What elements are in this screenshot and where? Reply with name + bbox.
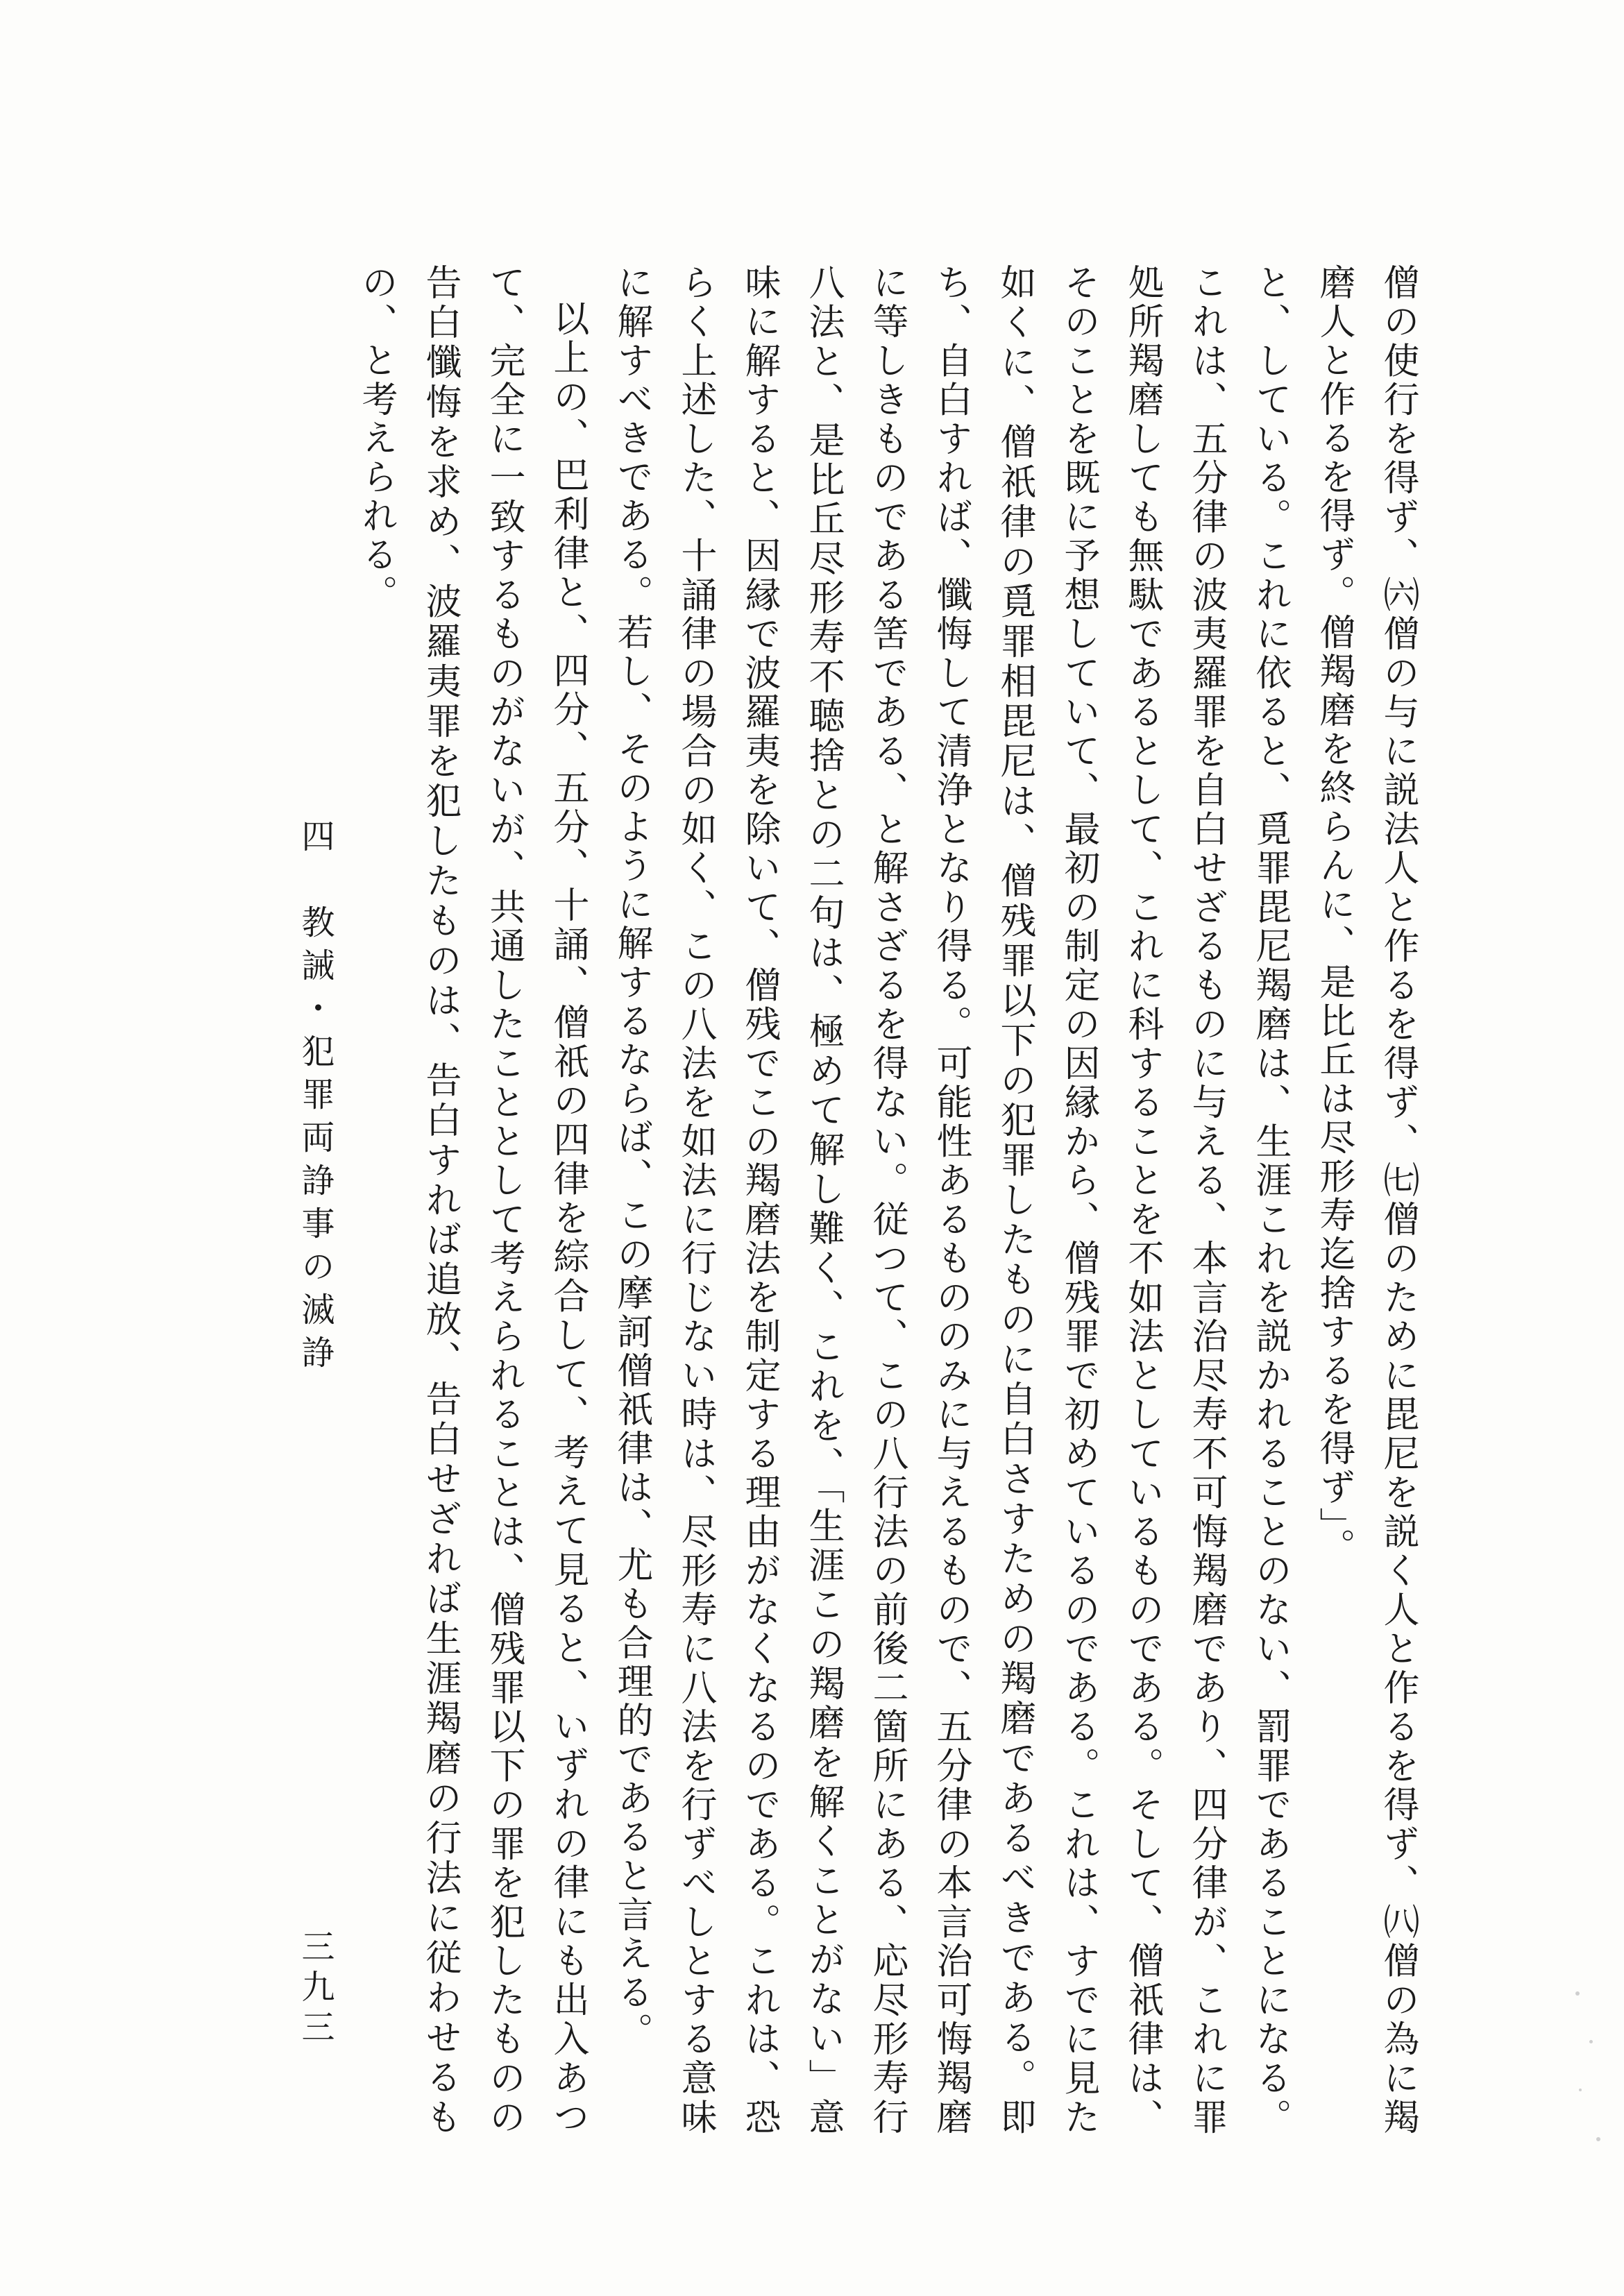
paragraph-1: 僧の使行を得ず、㈥僧の与に説法人と作るを得ず、㈦僧のために毘尼を説く人と作るを得ず、㈧僧の為に羯磨人と作るを得ず。僧羯磨を終らんに、是比丘は尽形寿迄捨するを得ず」。: [1313, 264, 1419, 2138]
paragraph-3: 以上の、巴利律と、四分、五分、十誦、僧祇の四律を綜合して、考えて見ると、いずれの律にも出入あつて、完全に一致するものがないが、共通したこととして考えられることは、僧残罪以下の罪を犯したものの告白懺悔を求め、波羅夷罪を犯したものは、告白すれば追放、告白せざれば生涯羯磨の行法に従わせるもの、と考えられる。: [355, 264, 589, 2138]
running-footer-title: 四 教誡・犯罪両諍事の滅諍: [296, 819, 335, 1378]
paragraph-2: と、している。これに依ると、覓罪毘尼羯磨は、生涯これを説かれることのない、罰罪であることになる。これは、五分律の波夷羅罪を自白せざるものに与える、本言治尽寿不可悔羯磨であり、四分律が、これに罪処所羯磨しても無駄であるとして、これに科することを不如法としているものである。そして、僧祇律は、そのことを既に予想していて、最初の制定の因縁から、僧残罪で初めているのである。これは、すでに見た如くに、僧祇律の覓罪相毘尼は、僧残罪以下の犯罪したものに自白さすための羯磨であるべきである。即ち、自白すれば、懺悔して清浄となり得る。可能性あるもののみに与えるもので、五分律の本言治可悔羯磨に等しきものである筈である、と解さざるを得ない。従つて、この八行法の前後二箇所にある、応尽形寿行八法と、是比丘尽形寿不聴捨との二句は、極めて解し難く、これを、「生涯この羯磨を解くことがない」意味に解すると、因縁で波羅夷を除いて、僧残でこの羯磨法を制定する理由がなくなるのである。これは、恐らく上述した、十誦律の場合の如く、この八法を如法に行じない時は、尽形寿に八法を行ずべしとする意味に解すべきである。若し、そのように解するならば、この摩訶僧祇律は、尤も合理的であると言える。: [611, 264, 1291, 2138]
page-number: 三九三: [296, 1929, 335, 2050]
scan-speck: [1589, 2040, 1593, 2043]
scan-speck: [1575, 1991, 1580, 1996]
scan-speck: [1596, 2137, 1600, 2141]
scan-speck: [1579, 2089, 1582, 2091]
body-text: [319, 264, 1430, 2137]
